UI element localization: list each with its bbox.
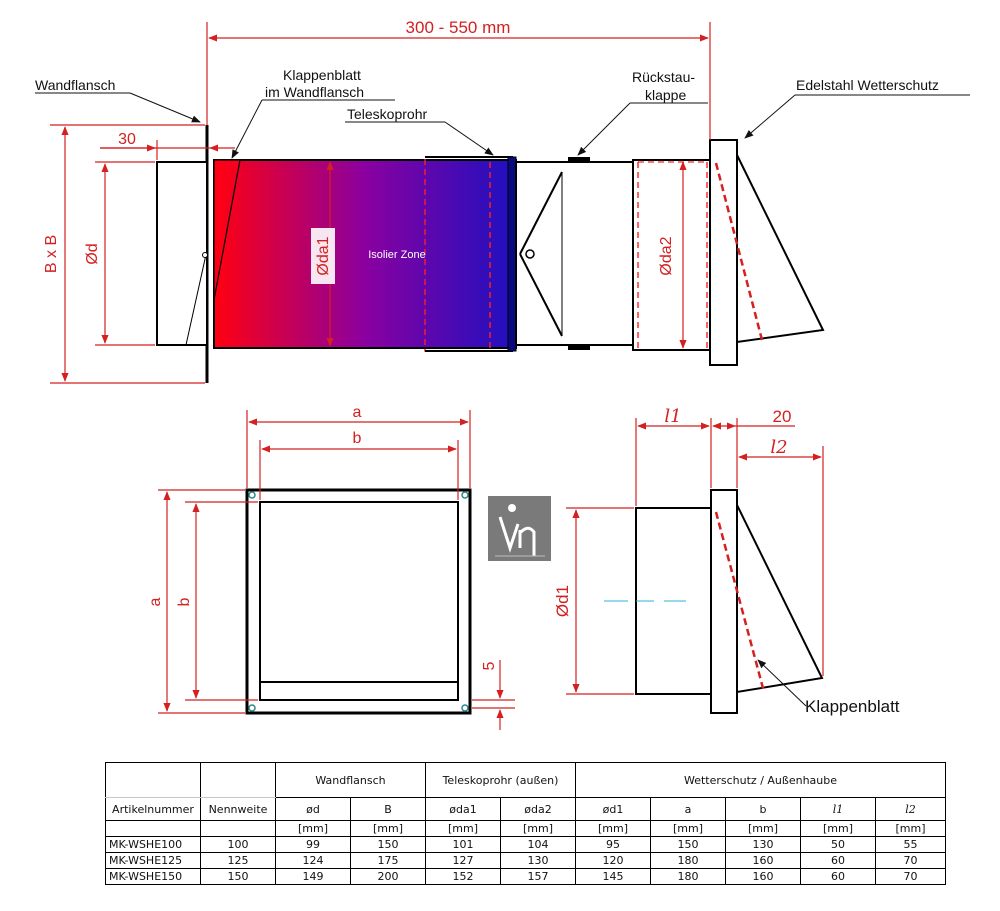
cell: 70 [876, 853, 946, 869]
col-nennweite: Nennweite [201, 798, 276, 821]
bxb-label: B x B [43, 234, 60, 274]
cell-artikelnummer: MK-WSHE125 [106, 853, 201, 869]
table-group-row [106, 763, 946, 798]
unit-cell: [mm] [876, 821, 946, 837]
od-label: Ød [84, 243, 101, 265]
cell: 152 [426, 869, 501, 885]
cell: 60 [801, 869, 876, 885]
unit-cell: [mm] [726, 821, 801, 837]
col-b2: b [726, 798, 801, 821]
col-od1: ød1 [576, 798, 651, 821]
table-row [106, 869, 946, 885]
cell: 125 [201, 853, 276, 869]
dim-20-label: 20 [772, 407, 792, 426]
unit-cell: [mm] [501, 821, 576, 837]
group-teleskoprohr: Teleskoprohr (außen) [426, 763, 576, 798]
cell: 160 [726, 869, 801, 885]
cell-artikelnummer: MK-WSHE100 [106, 837, 201, 853]
front-view [247, 490, 470, 713]
cell: 180 [651, 869, 726, 885]
unit-cell [106, 821, 201, 837]
cell: 124 [276, 853, 351, 869]
dimension-table [105, 762, 946, 885]
cell: 99 [276, 837, 351, 853]
cell: 160 [726, 853, 801, 869]
cell: 175 [351, 853, 426, 869]
col-a: a [651, 798, 726, 821]
cell: 150 [351, 837, 426, 853]
oda2-label: Øda2 [658, 236, 675, 276]
table-column-row [106, 798, 946, 821]
klappenblatt-label-2: im Wandflansch [265, 84, 365, 100]
unit-cell: [mm] [426, 821, 501, 837]
rueckstau-label-1: Rückstau- [632, 69, 696, 85]
unit-cell: [mm] [801, 821, 876, 837]
cell: 101 [426, 837, 501, 853]
rueckstau-label-2: klappe [645, 87, 687, 103]
hood-view [604, 490, 822, 713]
table-unit-row [106, 821, 946, 837]
col-artikelnummer: Artikelnummer [106, 798, 201, 821]
cell: 60 [801, 853, 876, 869]
table-blank-cell [201, 763, 276, 798]
group-wandflansch: Wandflansch [276, 763, 426, 798]
cell: 145 [576, 869, 651, 885]
cell: 100 [201, 837, 276, 853]
col-oda2: øda2 [501, 798, 576, 821]
b-side-label: b [176, 597, 193, 607]
cell: 130 [726, 837, 801, 853]
cell: 130 [501, 853, 576, 869]
unit-cell: [mm] [351, 821, 426, 837]
l2-label: l2 [770, 437, 788, 458]
cell: 157 [501, 869, 576, 885]
length-range-label: 300 - 550 mm [405, 18, 511, 37]
group-wetterschutz: Wetterschutz / Außenhaube [576, 763, 946, 798]
table-row [106, 837, 946, 853]
teleskoprohr-label: Teleskoprohr [347, 106, 428, 122]
cell: 180 [651, 853, 726, 869]
cell: 127 [426, 853, 501, 869]
oda1-label: Øda1 [315, 236, 332, 276]
l1-label: l1 [664, 406, 682, 427]
dim-30-label: 30 [118, 131, 136, 148]
col-l2: l2 [876, 798, 946, 821]
dim-5-label: 5 [481, 661, 498, 671]
cell: 120 [576, 853, 651, 869]
cell: 200 [351, 869, 426, 885]
cell: 104 [501, 837, 576, 853]
unit-cell [201, 821, 276, 837]
vn-logo-icon [488, 496, 551, 561]
cell: 149 [276, 869, 351, 885]
klappenblatt-bottom-label: Klappenblatt [805, 697, 900, 716]
isolier-zone-label: Isolier Zone [368, 249, 426, 261]
wandflansch-label: Wandflansch [35, 77, 116, 93]
cell: 95 [576, 837, 651, 853]
unit-cell: [mm] [651, 821, 726, 837]
side-view [157, 125, 823, 383]
col-oda1: øda1 [426, 798, 501, 821]
b-top-label: b [352, 430, 362, 447]
unit-cell: [mm] [576, 821, 651, 837]
cell: 150 [201, 869, 276, 885]
a-top-label: a [352, 404, 362, 421]
od1-label: Ød1 [553, 584, 572, 618]
cell-artikelnummer: MK-WSHE150 [106, 869, 201, 885]
a-side-label: a [147, 597, 164, 607]
cell: 150 [651, 837, 726, 853]
cell: 50 [801, 837, 876, 853]
table-row [106, 853, 946, 869]
klappenblatt-label-1: Klappenblatt [283, 67, 361, 83]
col-b: B [351, 798, 426, 821]
edelstahl-label: Edelstahl Wetterschutz [796, 77, 939, 93]
col-l1: l1 [801, 798, 876, 821]
cell: 55 [876, 837, 946, 853]
cell: 70 [876, 869, 946, 885]
table-blank-cell [106, 763, 201, 798]
unit-cell: [mm] [276, 821, 351, 837]
col-od: ød [276, 798, 351, 821]
